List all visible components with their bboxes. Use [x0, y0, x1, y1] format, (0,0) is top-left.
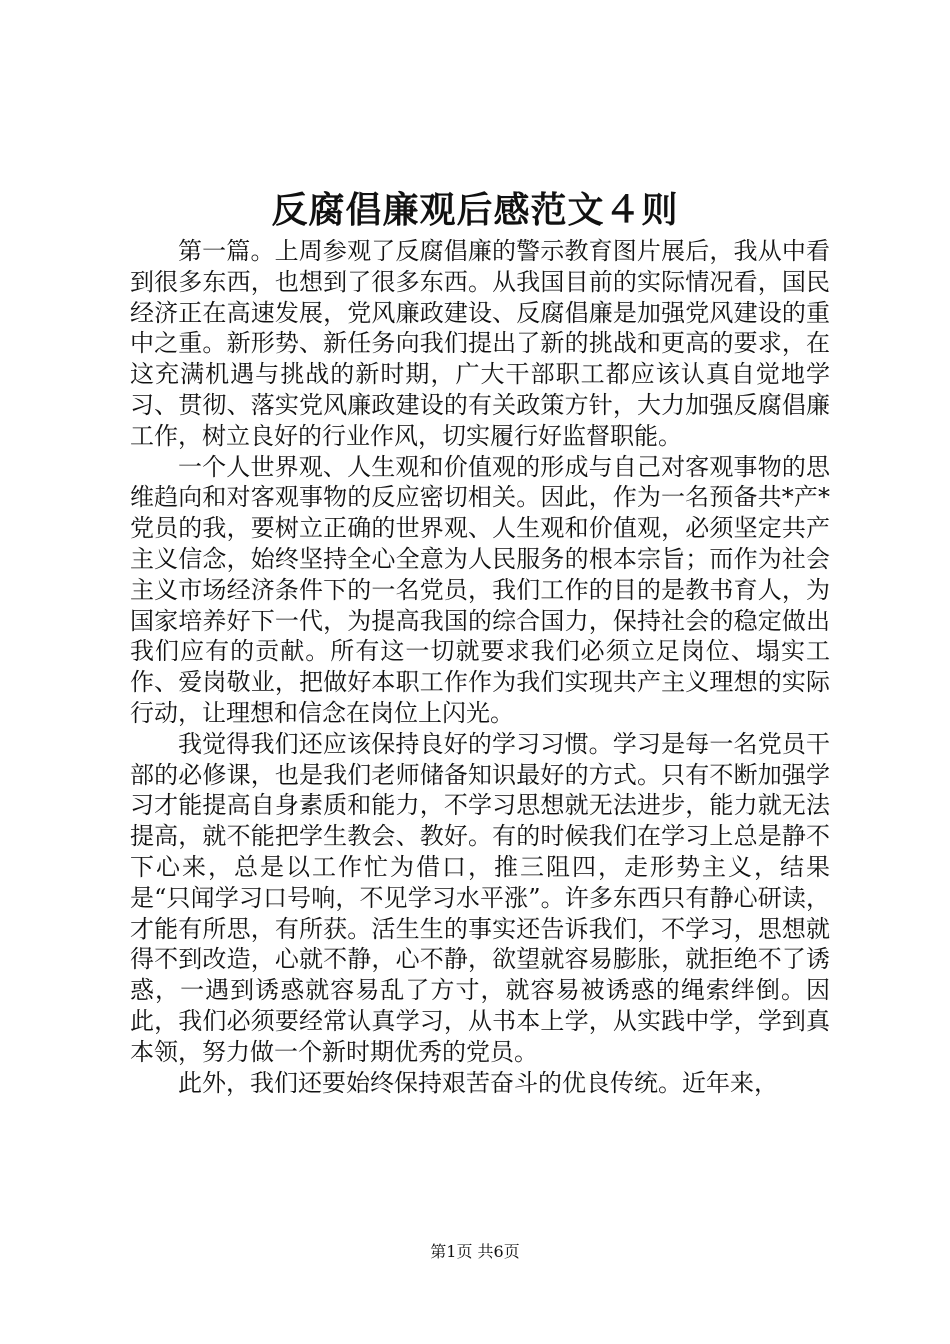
document-title: 反腐倡廉观后感范文４则: [271, 189, 679, 231]
paragraph-1: 第一篇。上周参观了反腐倡廉的警示教育图片展后，我从中看到很多东西，也想到了很多东西。从我国目前的实际情况看，国民经济正在高速发展，党风廉政建设、反腐倡廉是加强党风建设的重中之重。新形势、新任务向我们提出了新的挑战和更高的要求，在这充满机遇与挑战的新时期，广大干部职工都应该认真自觉地学习、贯彻、落实党风廉政建设的有关政策方针，大力加强反腐倡廉工作，树立良好的行业作风，切实履行好监督职能。: [130, 237, 830, 450]
paragraph-2: 一个人世界观、人生观和价值观的形成与自己对客观事物的思维趋向和对客观事物的反应密切相关。因此，作为一名预备共*产*党员的我，要树立正确的世界观、人生观和价值观，必须坚定共产主义信念，始终坚持全心全意为人民服务的根本宗旨；而作为社会主义市场经济条件下的一名党员，我们工作的目的是教书育人，为国家培养好下一代，为提高我国的综合国力，保持社会的稳定做出我们应有的贡献。所有这一切就要求我们必须立足岗位、塌实工作、爱岗敬业，把做好本职工作作为我们实现共产主义理想的实际行动，让理想和信念在岗位上闪光。: [130, 452, 830, 727]
paragraph-4: 此外，我们还要始终保持艰苦奋斗的优良传统。近年来，: [178, 1068, 778, 1097]
document-body: [130, 236, 830, 1098]
paragraph-3: 我觉得我们还应该保持良好的学习习惯。学习是每一名党员干部的必修课，也是我们老师储备知识最好的方式。只有不断加强学习才能提高自身素质和能力，不学习思想就无法进步，能力就无法提高，就不能把学生教会、教好。有的时候我们在学习上总是静不下心来，总是以工作忙为借口，推三阻四，走形势主义，结果是“只闻学习口号响，不见学习水平涨”。许多东西只有静心研读，才能有所思，有所获。活生生的事实还告诉我们，不学习，思想就得不到改造，心就不静，心不静，欲望就容易膨胀，就拒绝不了诱惑，一遇到诱惑就容易乱了方寸，就容易被诱惑的绳索绊倒。因此，我们必须要经常认真学习，从书本上学，从实践中学，学到真本领，努力做一个新时期优秀的党员。: [130, 729, 830, 1066]
page-footer: 第1页 共6页: [430, 1242, 520, 1261]
